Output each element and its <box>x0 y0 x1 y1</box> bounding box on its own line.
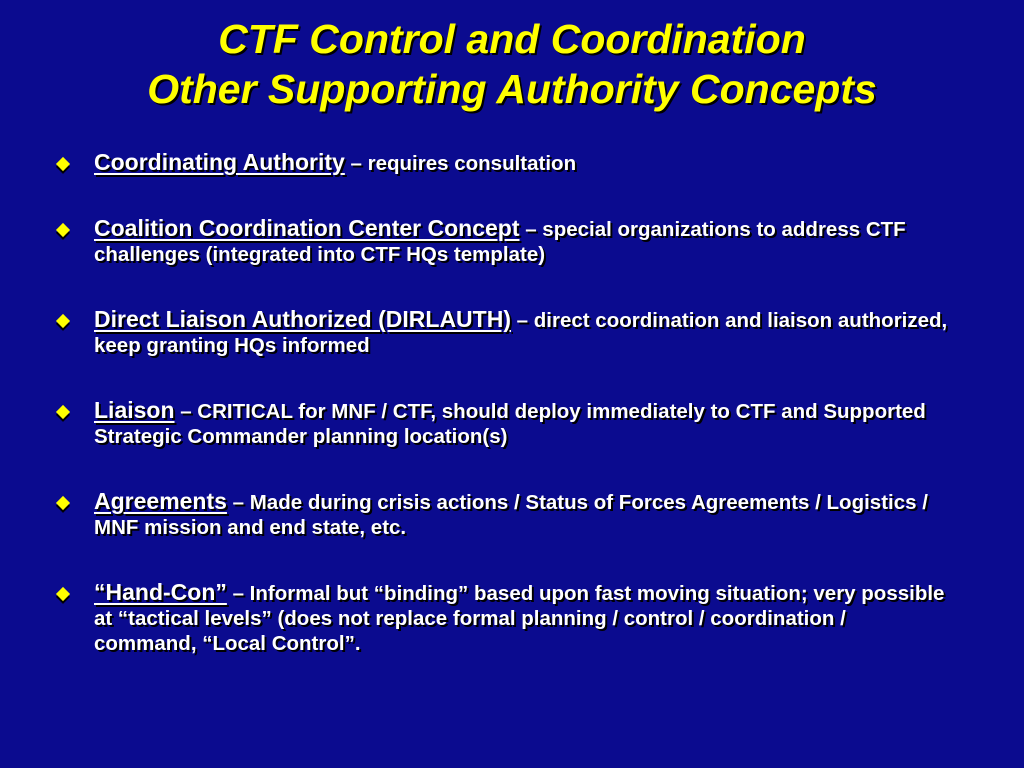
bullet-description: – CRITICAL for MNF / CTF, should deploy immediately to CTF and Supported Strategic Commander planning location(s) <box>94 400 926 448</box>
bullet-description: – Made during crisis actions / Status of Forces Agreements / Logistics / MNF mission and end state, etc. <box>94 491 928 539</box>
bullet-term: Agreements <box>94 488 227 514</box>
title-line-2: Other Supporting Authority Concepts <box>147 66 877 112</box>
bullet-description: – requires consultation <box>344 152 577 175</box>
bullet-description: – special organizations to address CTF challenges (integrated into CTF HQs template) <box>94 218 906 266</box>
diamond-bullet-icon <box>56 496 70 510</box>
bullet-term: Coordinating Authority <box>94 149 345 175</box>
title-line-1: CTF Control and Coordination <box>218 16 806 62</box>
diamond-bullet-icon <box>56 405 70 419</box>
bullet-description: – Informal but “binding” based upon fast moving situation; very possible at “tactical levels” (does not replace formal planning / control / coordination / command, “Local Control”. <box>94 582 945 655</box>
bullet-term: “Hand-Con” <box>94 579 227 605</box>
slide-title <box>0 14 1024 114</box>
bullet-term: Liaison <box>94 397 175 423</box>
bullet-item-dirlauth <box>54 307 954 358</box>
bullet-description: – direct coordination and liaison authorized, keep granting HQs informed <box>94 309 948 357</box>
bullet-item-coordinating-authority <box>54 150 954 176</box>
bullet-term: Coalition Coordination Center Concept <box>94 215 520 241</box>
diamond-bullet-icon <box>56 587 70 601</box>
bullet-item-agreements <box>54 489 954 540</box>
bullet-item-liaison <box>54 398 954 449</box>
bullet-item-hand-con <box>54 580 954 656</box>
bullet-term: Direct Liaison Authorized (DIRLAUTH) <box>94 306 511 332</box>
diamond-bullet-icon <box>56 314 70 328</box>
bullet-list <box>54 150 954 696</box>
diamond-bullet-icon <box>56 157 70 171</box>
diamond-bullet-icon <box>56 223 70 237</box>
bullet-item-coalition-coordination-center <box>54 216 954 267</box>
